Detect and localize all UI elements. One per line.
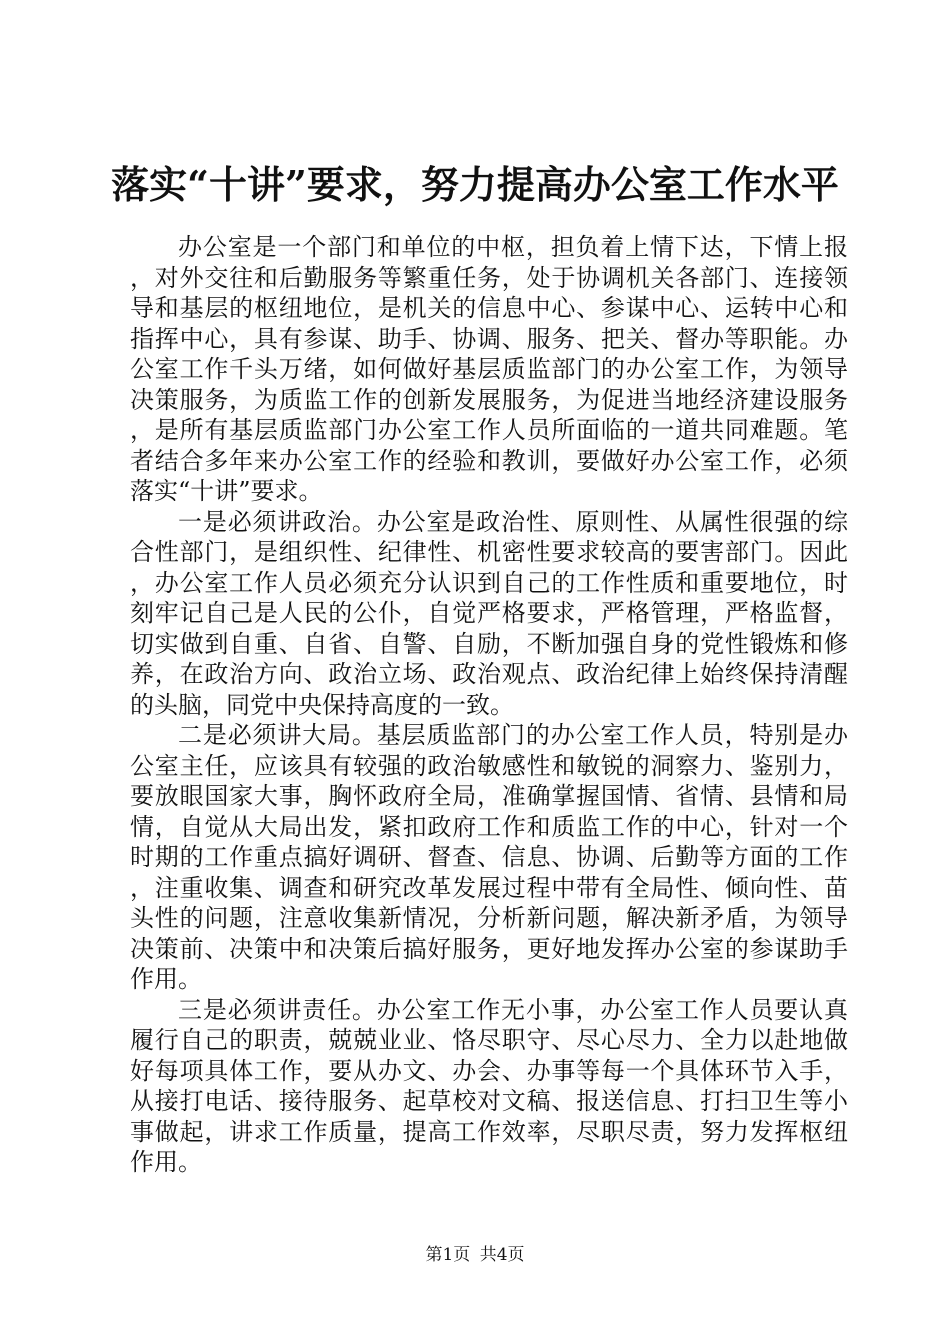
page-total: 共4页 xyxy=(479,1245,525,1265)
paragraph-intro: 办公室是一个部门和单位的中枢，担负着上情下达，下情上报，对外交往和后勤服务等繁重任务，处于协调机关各部门、连接领导和基层的枢纽地位，是机关的信息中心、参谋中心、运转中心和指挥中心，具有参谋、助手、协调、服务、把关、督办等职能。办公室工作千头万绪，如何做好基层质监部门的办公室工作，为领导决策服务，为质监工作的创新发展服务，为促进当地经济建设服务，是所有基层质监部门办公室工作人员所面临的一道共同难题。笔者结合多年来办公室工作的经验和教训，要做好办公室工作，必须落实“十讲”要求。 xyxy=(130,233,848,505)
paragraph-overall-situation: 二是必须讲大局。基层质监部门的办公室工作人员，特别是办公室主任，应该具有较强的政治敏感性和敏锐的洞察力、鉴别力，要放眼国家大事，胸怀政府全局，准确掌握国情、省情、县情和局情，自觉从大局出发，紧扣政府工作和质监工作的中心，针对一个时期的工作重点搞好调研、督查、信息、协调、后勤等方面的工作，注重收集、调查和研究改革发展过程中带有全局性、倾向性、苗头性的问题，注意收集新情况，分析新问题，解决新矛盾，为领导决策前、决策中和决策后搞好服务，更好地发挥办公室的参谋助手作用。 xyxy=(130,721,848,993)
page-number: 第1页 xyxy=(425,1245,471,1265)
document-title: 落实“十讲”要求，努力提高办公室工作水平 xyxy=(111,162,839,207)
paragraph-politics: 一是必须讲政治。办公室是政治性、原则性、从属性很强的综合性部门，是组织性、纪律性、机密性要求较高的要害部门。因此，办公室工作人员必须充分认识到自己的工作性质和重要地位，时刻牢记自己是人民的公仆，自觉严格要求，严格管理，严格监督，切实做到自重、自省、自警、自励，不断加强自身的党性锻炼和修养，在政治方向、政治立场、政治观点、政治纪律上始终保持清醒的头脑，同党中央保持高度的一致。 xyxy=(130,507,848,719)
document-body xyxy=(130,232,848,1178)
paragraph-responsibility: 三是必须讲责任。办公室工作无小事，办公室工作人员要认真履行自己的职责，兢兢业业、恪尽职守、尽心尽力、全力以赴地做好每项具体工作，要从办文、办会、办事等每一个具体环节入手，从接打电话、接待服务、起草校对文稿、报送信息、打扫卫生等小事做起，讲求工作质量，提高工作效率，尽职尽责，努力发挥枢纽作用。 xyxy=(130,995,848,1176)
page-footer xyxy=(0,1243,950,1267)
